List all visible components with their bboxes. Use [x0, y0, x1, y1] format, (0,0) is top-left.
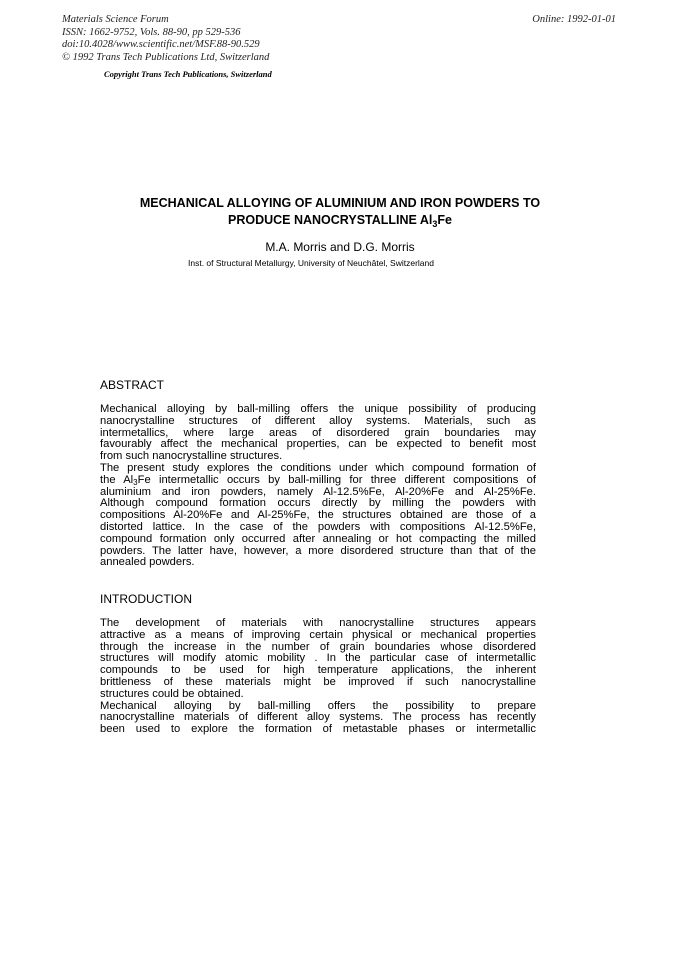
text-line: from such nanocrystalline structures.: [100, 450, 283, 463]
introduction-body: [100, 618, 536, 736]
doi-line: doi:10.4028/www.scientific.net/MSF.88-90.529: [62, 39, 260, 50]
text-line: been used to explore the formation of metastable phases or intermetallic: [100, 723, 536, 736]
text-line: annealed powders.: [100, 556, 195, 569]
title-text-suffix: Fe: [437, 213, 452, 227]
abstract-heading: ABSTRACT: [100, 378, 165, 392]
text-line: nanocrystalline materials of different alloy systems. The process has recently: [100, 711, 536, 724]
text-line: Mechanical alloying by ball-milling offers the unique possibility of producing: [100, 403, 536, 415]
text-line: brittleness of these materials might be improved if such nanocrystalline: [100, 675, 536, 688]
title-subscript: 3: [432, 219, 438, 229]
text-line: intermetallics, where large areas of disordered grain boundaries may: [100, 426, 536, 439]
text-line: distorted lattice. In the case of the powders with compositions Al-12.5%Fe,: [100, 520, 536, 533]
text-line: Although compound formation occurs directly by milling the powders with: [100, 497, 536, 510]
text-line: attractive as a means of improving certain physical or mechanical properties: [100, 628, 536, 641]
text-line: compounds to be used for high temperature applications, the inherent: [100, 664, 536, 677]
issn-line: ISSN: 1662-9752, Vols. 88-90, pp 529-536: [62, 26, 241, 38]
authors: M.A. Morris and D.G. Morris: [265, 240, 415, 254]
copyright-stamp: Copyright Trans Tech Publications, Switzerland: [104, 69, 272, 79]
text-line: compositions Al-20%Fe and Al-25%Fe, the structures obtained are those of a: [100, 509, 536, 522]
journal-name: Materials Science Forum: [62, 14, 169, 25]
text-line: The development of materials with nanocrystalline structures appears: [100, 617, 536, 629]
introduction-heading: INTRODUCTION: [100, 592, 192, 606]
text-line: powders. The latter have, however, a more disordered structure than that of the: [100, 544, 536, 557]
text-line: The present study explores the conditions under which compound formation of: [100, 461, 536, 474]
copyright-line: © 1992 Trans Tech Publications Ltd, Switzerland: [62, 51, 270, 63]
subscript: 3: [133, 477, 138, 487]
text-line: structures will modify atomic mobility . In the particular case of intermetallic: [100, 652, 536, 665]
text-line: through the increase in the number of grain boundaries whose disordered: [100, 640, 536, 653]
text-line: Mechanical alloying by ball-milling offers the possibility to prepare: [100, 699, 536, 712]
paper-title-line-1: MECHANICAL ALLOYING OF ALUMINIUM AND IRON POWDERS TO: [139, 196, 541, 210]
text-fragment: the Al: [100, 473, 134, 486]
paper-title-line-2: [60, 212, 620, 229]
journal-metadata: [62, 14, 269, 64]
online-date: Online: 1992-01-01: [532, 14, 616, 25]
text-line: favourably affect the mechanical properties, can be expected to benefit most: [100, 438, 536, 451]
title-text: PRODUCE NANOCRYSTALLINE Al: [227, 213, 433, 227]
text-line: aluminium and iron powders, namely Al-12.5%Fe, Al-20%Fe and Al-25%Fe.: [100, 485, 536, 498]
text-line: [100, 475, 536, 487]
affiliation: Inst. of Structural Metallurgy, University of Neuchâtel, Switzerland: [188, 258, 434, 268]
text-line: nanocrystalline structures of different alloy systems. Materials, such as: [100, 414, 536, 427]
text-line: compound formation only occurred after annealing or hot compacting the milled: [100, 532, 536, 545]
text-line: structures could be obtained.: [100, 687, 244, 700]
text-fragment: Fe intermetallic occurs by ball-milling for three different compositions of: [137, 473, 536, 486]
abstract-body: [100, 404, 536, 569]
